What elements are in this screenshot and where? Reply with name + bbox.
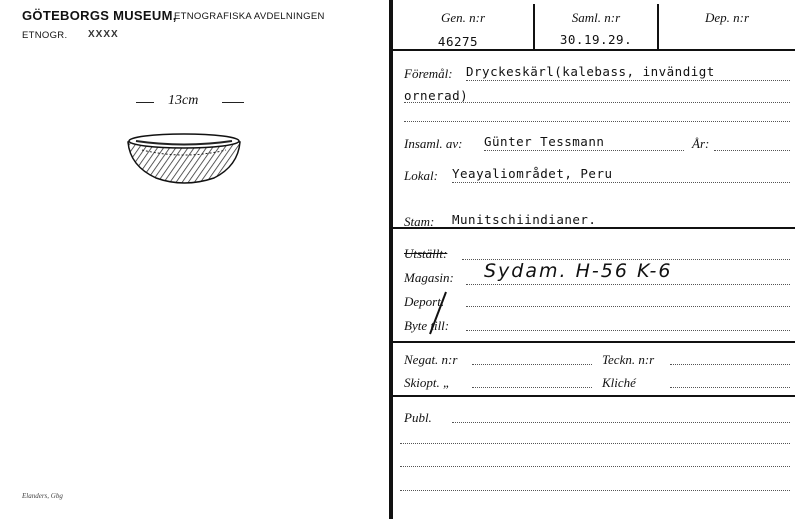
saml-nr-value: 30.19.29. [559,32,633,47]
foremal-line-3 [404,121,790,122]
header-bottom-rule [393,49,795,51]
gen-nr-label: Gen. n:r [440,10,486,25]
skiopt-line [472,387,592,388]
stam-value: Munitschiindianer. [452,212,597,227]
deport-line [466,306,790,307]
stam-label: Stam: [404,214,435,229]
publ-line-3 [400,466,790,467]
section-rule-2 [393,341,795,343]
section-rule-3 [393,395,795,397]
negat-line [472,364,592,365]
deport-label: Deport. [404,294,445,309]
lokal-label: Lokal: [404,168,438,183]
scale-dash-right [222,102,244,103]
printer-mark: Elanders, Gbg [22,492,63,500]
dep-nr-label: Dep. n:r [704,10,750,25]
scale-dash-left [136,102,154,103]
foremal-label: Föremål: [404,66,453,81]
foremal-value-line2: ornerad) [404,88,469,103]
publ-label: Publ. [404,410,432,425]
struck-text: XXXX [88,29,119,40]
cliche-line [670,387,790,388]
department-name: ETNOGRAFISKA AVDELNINGEN [174,11,325,22]
gen-nr-value: 46275 [437,34,479,49]
magasin-value: Sydam. H-56 K-6 [484,260,673,282]
magasin-label: Magasin: [404,270,454,285]
insaml-line [484,150,684,151]
publ-line-1 [452,422,790,423]
negat-label: Negat. n:r [404,352,458,367]
skiopt-label: Skiopt. „ [404,375,451,390]
card-left-border [389,0,393,519]
utstallt-label: Utställt: [404,246,448,261]
scale-note: 13cm [168,93,199,108]
foremal-line-2 [404,102,790,103]
saml-nr-label: Saml. n:r [571,10,621,25]
magasin-line [466,284,790,285]
cliche-label: Kliché [602,375,636,390]
lokal-line [452,182,790,183]
byte-line [466,330,790,331]
etnogr-label: ETNOGR. [22,30,68,41]
lokal-value: Yeayaliområdet, Peru [452,166,613,181]
museum-name: GÖTEBORGS MUSEUM, [22,8,177,23]
ar-label: År: [692,136,710,151]
teckn-line [670,364,790,365]
bowl-sketch-icon [122,128,248,190]
byte-label: Byte till: [404,318,450,333]
publ-line-2 [400,443,790,444]
insaml-value: Günter Tessmann [484,134,605,149]
foremal-line-1 [466,80,790,81]
publ-line-4 [400,490,790,491]
insaml-label: Insaml. av: [404,136,463,151]
teckn-label: Teckn. n:r [602,352,655,367]
section-rule-1 [393,227,795,229]
ar-line [714,150,790,151]
handwritten-slash-mark [424,290,450,338]
foremal-value-line1: Dryckeskärl(kalebass, invändigt [466,64,715,79]
